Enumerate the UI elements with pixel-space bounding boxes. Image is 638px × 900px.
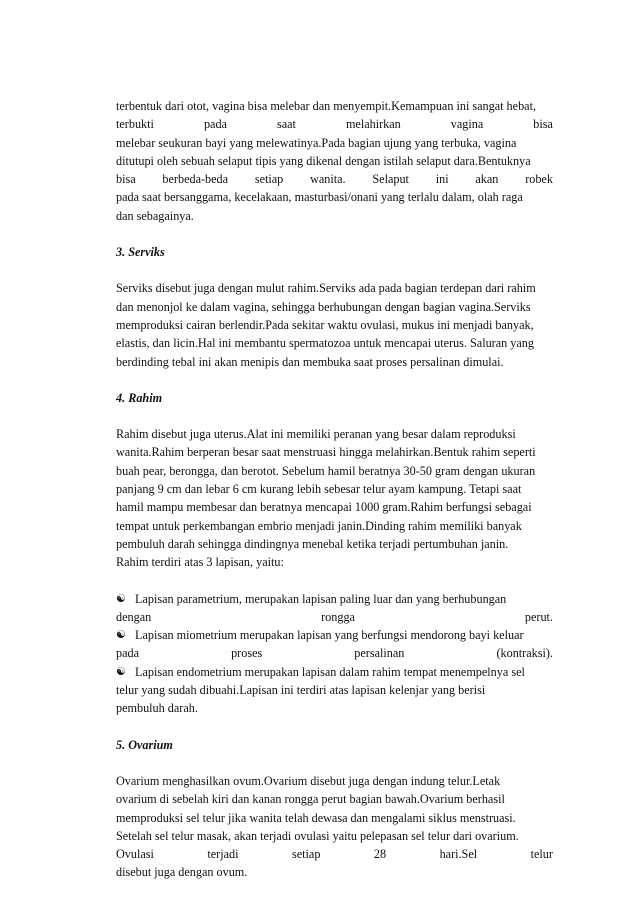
paragraph-rahim [116, 425, 553, 571]
text-line: hamil mampu membesar dan beratnya mencapai 1000 gram.Rahim berfungsi sebagai [116, 500, 532, 515]
text-line: pembuluh darah sehingga dindingnya menebal ketika terjadi pertumbuhan janin. [116, 536, 509, 551]
text-line: berdinding tebal ini akan menipis dan membuka saat proses persalinan dimulai. [116, 354, 504, 369]
bullet-item: ☯ Lapisan endometrium merupakan lapisan dalam rahim tempat menempelnya sel [116, 663, 553, 681]
text-line: ovarium di sebelah kiri dan kanan rongga perut bagian bawah.Ovarium berhasil [116, 792, 505, 807]
text-line: pembuluh darah. [116, 701, 198, 716]
text-line: memproduksi sel telur jika wanita telah dewasa dan mengalami siklus menstruasi. [116, 810, 516, 825]
paragraph-vagina [116, 97, 553, 225]
bullet-item: ☯ Lapisan parametrium, merupakan lapisan paling luar dan yang berhubungan [116, 590, 553, 608]
text-line: elastis, dan licin.Hal ini membantu spermatozoa untuk mencapai uterus. Saluran yang [116, 336, 534, 351]
text-line: dan menonjol ke dalam vagina, sehingga berhubungan dengan bagian vagina.Serviks [116, 299, 531, 314]
yin-yang-icon: ☯ [116, 592, 126, 605]
yin-yang-icon: ☯ [116, 665, 126, 678]
text-line: dengan rongga perut. [116, 609, 553, 624]
text-line: Serviks disebut juga dengan mulut rahim.Serviks ada pada bagian terdepan dari rahim [116, 281, 536, 296]
bullet-list [116, 590, 553, 718]
text-line: disebut juga dengan ovum. [116, 865, 248, 880]
text-line: pada proses persalinan (kontraksi). [116, 646, 553, 661]
text-line: tempat untuk perkembangan embrio menjadi janin.Dinding rahim memiliki banyak [116, 518, 522, 533]
bullet-item: ☯ Lapisan miometrium merupakan lapisan yang berfungsi mendorong bayi keluar [116, 626, 553, 644]
paragraph-ovarium [116, 772, 553, 882]
document-body [116, 97, 553, 900]
text-line: melebar seukuran bayi yang melewatinya.Pada bagian ujung yang terbuka, vagina [116, 135, 517, 150]
text-line: wanita.Rahim berperan besar saat menstruasi hingga melahirkan.Bentuk rahim seperti [116, 445, 536, 460]
text-line: Setelah sel telur masak, akan terjadi ovulasi yaitu pelepasan sel telur dari ovarium. [116, 828, 519, 843]
yin-yang-icon: ☯ [116, 629, 126, 642]
text-line: Ovarium menghasilkan ovum.Ovarium disebut juga dengan indung telur.Letak [116, 773, 501, 788]
text-line: telur yang sudah dibuahi.Lapisan ini terdiri atas lapisan kelenjar yang berisi [116, 683, 486, 698]
text-line: Ovulasi terjadi setiap 28 hari.Sel telur [116, 847, 553, 862]
text-line: Rahim terdiri atas 3 lapisan, yaitu: [116, 555, 284, 570]
text-line: ditutupi oleh sebuah selaput tipis yang dikenal dengan istilah selaput dara.Bentuknya [116, 153, 531, 168]
heading-ovarium: 5. Ovarium [116, 737, 173, 752]
text-line: terbukti pada saat melahirkan vagina bisa [116, 117, 553, 132]
paragraph-serviks [116, 279, 553, 370]
text-line: bisa berbeda-beda setiap wanita. Selaput ini akan robek [116, 172, 553, 187]
text-line: terbentuk dari otot, vagina bisa melebar dan menyempit.Kemampuan ini sangat hebat, [116, 99, 536, 113]
heading-serviks: 3. Serviks [116, 245, 165, 260]
text-line: buah pear, berongga, dan berotot. Sebelum hamil beratnya 30-50 gram dengan ukuran [116, 463, 536, 478]
text-line: pada saat bersanggama, kecelakaan, masturbasi/onani yang terlalu dalam, olah raga [116, 190, 523, 205]
text-line: dan sebagainya. [116, 208, 194, 223]
text-line: memproduksi cairan berlendir.Pada sekitar waktu ovulasi, mukus ini menjadi banyak, [116, 317, 534, 332]
text-line: panjang 9 cm dan lebar 6 cm kurang lebih sebesar telur ayam kampung. Tetapi saat [116, 482, 522, 497]
text-line: Rahim disebut juga uterus.Alat ini memiliki peranan yang besar dalam reproduksi [116, 427, 516, 442]
heading-rahim: 4. Rahim [116, 390, 163, 405]
